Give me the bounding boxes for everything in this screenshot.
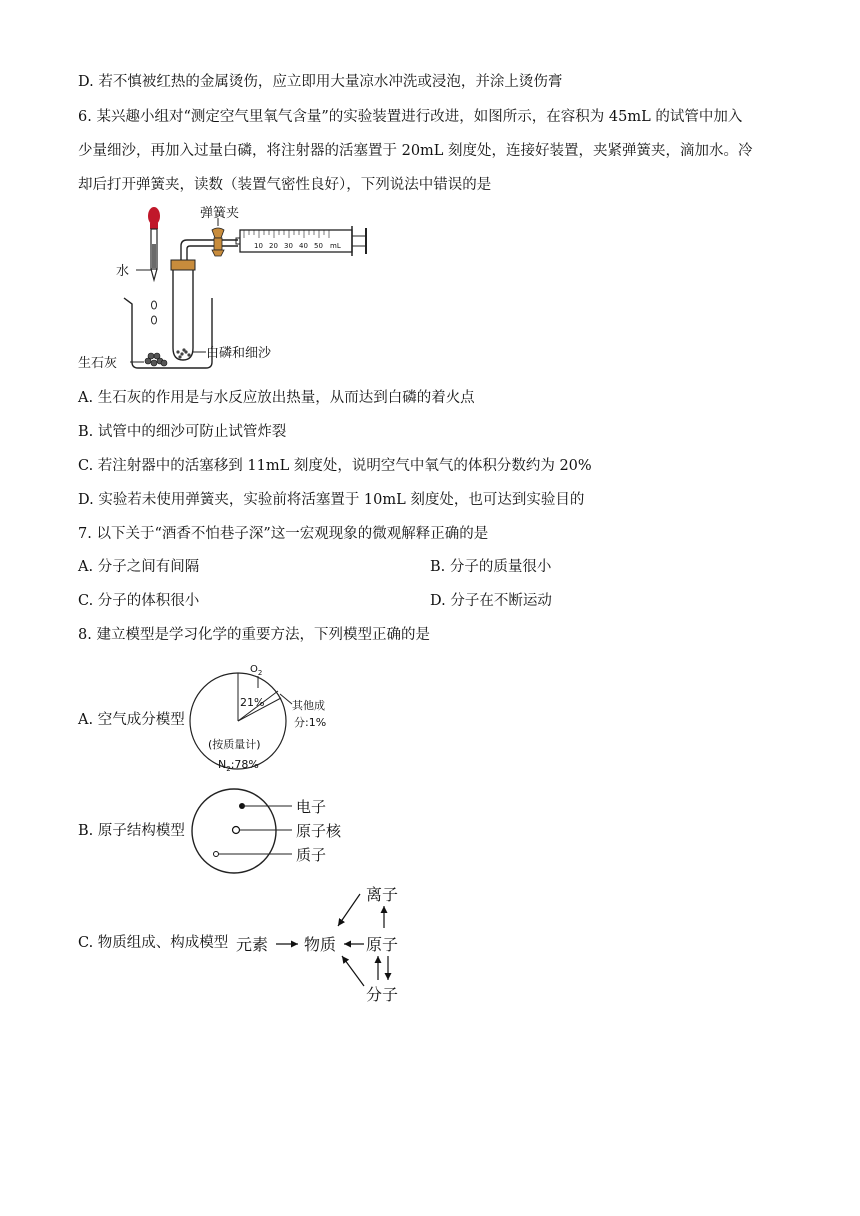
- scale-unit: mL: [330, 242, 341, 250]
- other-label-2: 分:1%: [294, 716, 327, 729]
- beaker: [124, 298, 212, 368]
- substance-label: 物质: [304, 935, 337, 954]
- q6-option-a: A. 生石灰的作用是与水反应放出热量，从而达到白磷的着火点: [78, 390, 475, 406]
- proton-label: 质子: [296, 846, 327, 864]
- n2-percent: :78%: [230, 758, 259, 771]
- q8-stem: 8. 建立模型是学习化学的重要方法，下列模型正确的是: [78, 627, 430, 643]
- o2-percent: 21%: [240, 696, 265, 709]
- syringe-plunger: [352, 236, 366, 246]
- q6-option-b: B. 试管中的细沙可防止试管炸裂: [78, 424, 287, 440]
- n2-label: N: [218, 758, 227, 771]
- scale-30: 30: [284, 242, 293, 250]
- scale-20: 20: [269, 242, 278, 250]
- q8-option-a-label: A. 空气成分模型: [78, 712, 185, 728]
- arrow-ion-substance: [338, 894, 360, 926]
- svg-text:N2:78%: [218, 758, 259, 773]
- q6-stem-line2: 少量细沙，再加入过量白磷，将注射器的活塞置于 20mL 刻度处，连接好装置，夹紧弹簧夹，滴加水。冷: [78, 143, 753, 159]
- spring-clip-label: 弹簧夹: [200, 206, 240, 221]
- arrow-molecule-substance: [342, 956, 364, 986]
- q7-option-b: B. 分子的质量很小: [430, 559, 552, 575]
- q5-option-d: D. 若不慎被红热的金属烫伤，应立即用大量凉水冲洗或浸泡，并涂上烫伤膏: [78, 74, 563, 90]
- q7-option-d: D. 分子在不断运动: [430, 593, 552, 609]
- ion-label: 离子: [366, 885, 399, 904]
- o2-sub: 2: [257, 669, 263, 677]
- o2-label: O: [250, 664, 258, 675]
- atom-label: 原子: [366, 935, 399, 954]
- element-label: 元素: [236, 935, 269, 954]
- by-mass-label: (按质量计): [208, 738, 261, 751]
- matter-composition-model: [234, 876, 414, 1006]
- electron-label: 电子: [296, 798, 327, 816]
- q8-option-c-label: C. 物质组成、构成模型: [78, 935, 229, 951]
- q6-stem-line1: 6. 某兴趣小组对“测定空气里氧气含量”的实验装置进行改进，如图所示，在容积为 45mL 的试管中加入: [78, 109, 743, 125]
- atom-structure-model: [190, 788, 360, 878]
- spring-clip: [212, 228, 224, 256]
- quicklime-lumps: [145, 353, 167, 366]
- molecule-label: 分子: [366, 985, 399, 1004]
- other-label-1: 其他成: [292, 699, 325, 712]
- phosphorus-sand: [176, 348, 190, 358]
- scale-40: 40: [299, 242, 308, 250]
- scale-50: 50: [314, 242, 323, 250]
- q6-option-c: C. 若注射器中的活塞移到 11mL 刻度处，说明空气中氧气的体积分数约为 20%: [78, 458, 592, 474]
- stopper: [171, 260, 195, 270]
- dropper-bulb: [148, 207, 160, 225]
- scale-10: 10: [254, 242, 263, 250]
- test-tube: [173, 268, 193, 360]
- phosphorus-sand-label: 白磷和细沙: [206, 346, 272, 361]
- q6-option-d: D. 实验若未使用弹簧夹，实验前将活塞置于 10mL 刻度处，也可达到实验目的: [78, 492, 585, 508]
- q7-option-c: C. 分子的体积很小: [78, 593, 200, 609]
- apparatus-figure: [78, 202, 378, 377]
- q7-option-a: A. 分子之间有间隔: [78, 559, 200, 575]
- n2-sub: 2: [226, 765, 231, 773]
- q6-stem-line3: 却后打开弹簧夹，读数（装置气密性良好），下列说法中错误的是: [78, 177, 492, 193]
- air-composition-model: [188, 658, 348, 776]
- nucleus-label: 原子核: [296, 822, 342, 840]
- water-label: 水: [116, 264, 130, 279]
- q8-option-b-label: B. 原子结构模型: [78, 823, 185, 839]
- quicklime-label: 生石灰: [78, 356, 118, 371]
- q7-stem: 7. 以下关于“酒香不怕巷子深”这一宏观现象的微观解释正确的是: [78, 526, 489, 542]
